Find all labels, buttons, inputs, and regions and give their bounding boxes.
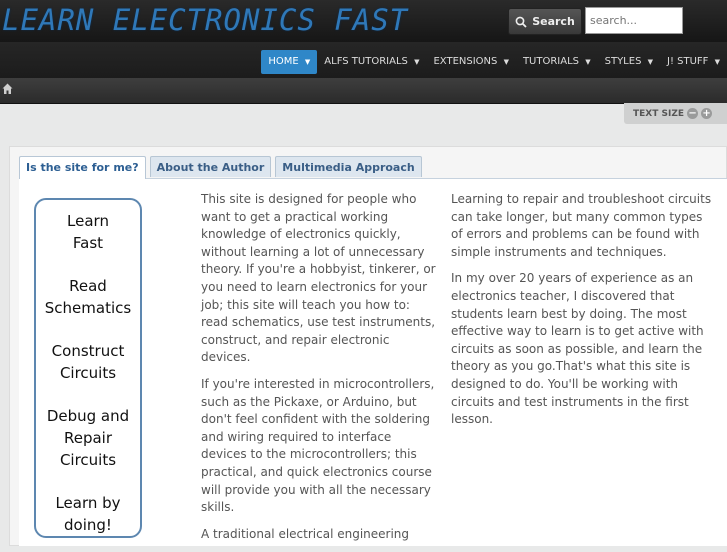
- search-button-label: Search: [532, 15, 575, 28]
- nav-item-label: STYLES: [604, 56, 642, 67]
- caret-down-icon: ▼: [414, 58, 420, 66]
- nav-item-label: HOME: [268, 56, 299, 67]
- tab-is-the-site-for-me[interactable]: Is the site for me?: [19, 156, 146, 179]
- nav-item-j-stuff[interactable]: [660, 50, 727, 74]
- caret-down-icon: ▼: [304, 58, 311, 66]
- intro-column-1: [201, 191, 437, 552]
- caret-down-icon: ▼: [714, 58, 720, 66]
- nav-item-tutorials[interactable]: [516, 50, 598, 74]
- nav-item-label: TUTORIALS: [522, 56, 580, 67]
- highlight-learn-by-doing: Learn by doing!: [55, 494, 121, 534]
- highlight-debug-repair: Debug and Repair Circuits: [46, 407, 130, 469]
- paragraph: A traditional electrical engineering: [201, 526, 410, 541]
- tab-bar: [19, 156, 422, 179]
- decrease-text-size-icon[interactable]: −: [688, 108, 697, 119]
- breadcrumb: [0, 78, 727, 104]
- intro-column-2: [451, 191, 716, 438]
- nav-item-extensions[interactable]: [426, 50, 515, 74]
- tab-about-the-author[interactable]: About the Author: [150, 156, 272, 177]
- nav-item-styles[interactable]: [598, 50, 660, 74]
- highlight-read-schematics: Read Schematics: [44, 277, 132, 317]
- nav-item-home[interactable]: [261, 50, 317, 74]
- home-icon[interactable]: [2, 83, 13, 95]
- nav-item-label: ALFS TUTORIALS: [324, 56, 408, 67]
- increase-text-size-icon[interactable]: +: [702, 108, 711, 119]
- caret-down-icon: ▼: [503, 58, 509, 66]
- paragraph: This site is designed for people who want to get a practical working knowledge of electronics quickly, without learning a lot of unnecessary theory. If you're a hobbyist, tinkerer, or you need to learn electronics for your job; this site will teach you how to: read schematics, use test instruments, construct, and repair electronic devices.: [201, 192, 436, 365]
- paragraph: Learning to repair and troubleshoot circuits can take longer, but many common types of errors and problems can be found with simple instruments and techniques.: [451, 192, 712, 259]
- search-button[interactable]: [508, 8, 582, 35]
- text-size-label: TEXT SIZE: [633, 108, 685, 119]
- nav-item-alfs-tutorials[interactable]: [317, 50, 426, 74]
- search-input[interactable]: [585, 7, 683, 34]
- paragraph: In my over 20 years of experience as an electronics teacher, I discovered that students learn best by doing. The most effective way to learn is to get active with circuits as soon as possible, and learn the theory as you go.That's what this site is designed to do. You'll be working with circuits and test instruments in the first lesson.: [451, 271, 704, 427]
- paragraph: If you're interested in microcontrollers, such as the Pickaxe, or Arduino, but don't feel confident with the soldering and wiring required to interface devices to the microcontrollers; this practical, and quick electronics course will provide you with all the necessary skills.: [201, 376, 435, 515]
- caret-down-icon: ▼: [647, 58, 653, 66]
- site-logo[interactable]: LEARN ELECTRONICS FAST: [2, 3, 409, 37]
- nav-item-label: J! STUFF: [667, 56, 709, 67]
- highlights-box: [34, 198, 142, 538]
- nav-item-label: EXTENSIONS: [433, 56, 498, 67]
- caret-down-icon: ▼: [585, 58, 591, 66]
- search-icon: [515, 16, 527, 28]
- tab-multimedia-approach[interactable]: Multimedia Approach: [275, 156, 421, 177]
- text-size-control: [624, 103, 727, 124]
- highlight-learn-fast: Learn Fast: [67, 212, 109, 252]
- highlight-construct-circuits: Construct Circuits: [51, 342, 125, 382]
- site-header: [0, 0, 727, 42]
- main-nav: [0, 42, 727, 78]
